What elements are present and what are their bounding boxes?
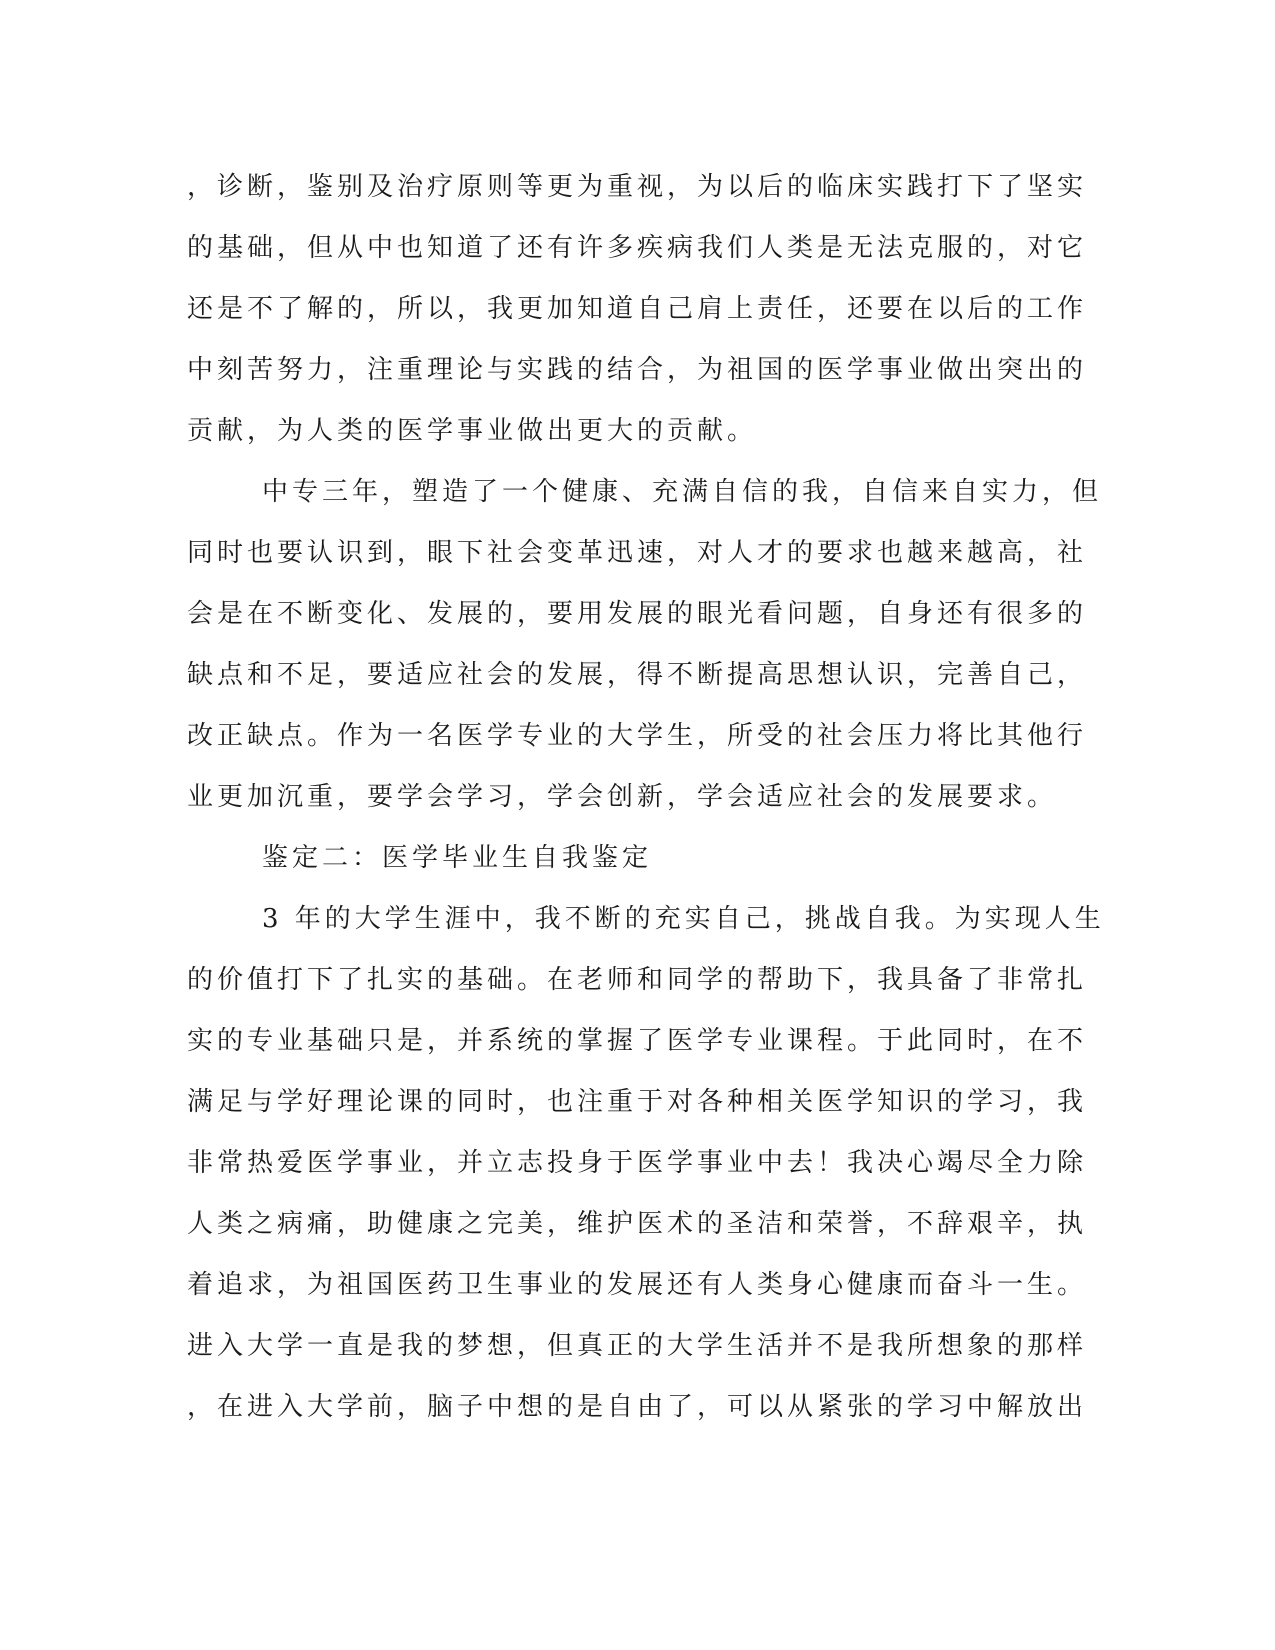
text-line: 的基础，但从中也知道了还有许多疾病我们人类是无法克服的，对它 [187,233,1088,263]
paragraph-start-line: 中专三年，塑造了一个健康、充满自信的我，自信来自实力，但 [262,477,1103,507]
section-heading: 鉴定二：医学毕业生自我鉴定 [262,843,653,873]
text-line: 人类之病痛，助健康之完美，维护医术的圣洁和荣誉，不辞艰辛，执 [187,1209,1088,1239]
text-line: 业更加沉重，要学会学习，学会创新，学会适应社会的发展要求。 [187,782,1058,812]
text-line: 进入大学一直是我的梦想，但真正的大学生活并不是我所想象的那样 [187,1331,1088,1361]
paragraph-start-line: 3 年的大学生涯中，我不断的充实自己，挑战自我。为实现人生 [262,904,1105,934]
text-line: 贡献，为人类的医学事业做出更大的贡献。 [187,416,758,446]
text-line: 会是在不断变化、发展的，要用发展的眼光看问题，自身还有很多的 [187,599,1088,629]
text-line: 着追求，为祖国医药卫生事业的发展还有人类身心健康而奋斗一生。 [187,1270,1088,1300]
document-body [187,157,1105,1438]
text-line: 实的专业基础只是，并系统的掌握了医学专业课程。于此同时，在不 [187,1026,1088,1056]
text-line: 中刻苦努力，注重理论与实践的结合，为祖国的医学事业做出突出的 [187,355,1088,385]
text-line: 还是不了解的，所以，我更加知道自己肩上责任，还要在以后的工作 [187,294,1088,324]
text-line: ，诊断，鉴别及治疗原则等更为重视，为以后的临床实践打下了坚实 [187,172,1088,202]
text-line: 缺点和不足，要适应社会的发展，得不断提高思想认识，完善自己， [187,660,1088,690]
text-line: 非常热爱医学事业，并立志投身于医学事业中去！我决心竭尽全力除 [187,1148,1088,1178]
text-line: 同时也要认识到，眼下社会变革迅速，对人才的要求也越来越高，社 [187,538,1088,568]
text-line: ，在进入大学前，脑子中想的是自由了，可以从紧张的学习中解放出 [187,1392,1088,1422]
text-line: 满足与学好理论课的同时，也注重于对各种相关医学知识的学习，我 [187,1087,1088,1117]
text-line: 改正缺点。作为一名医学专业的大学生，所受的社会压力将比其他行 [187,721,1088,751]
text-line: 的价值打下了扎实的基础。在老师和同学的帮助下，我具备了非常扎 [187,965,1088,995]
